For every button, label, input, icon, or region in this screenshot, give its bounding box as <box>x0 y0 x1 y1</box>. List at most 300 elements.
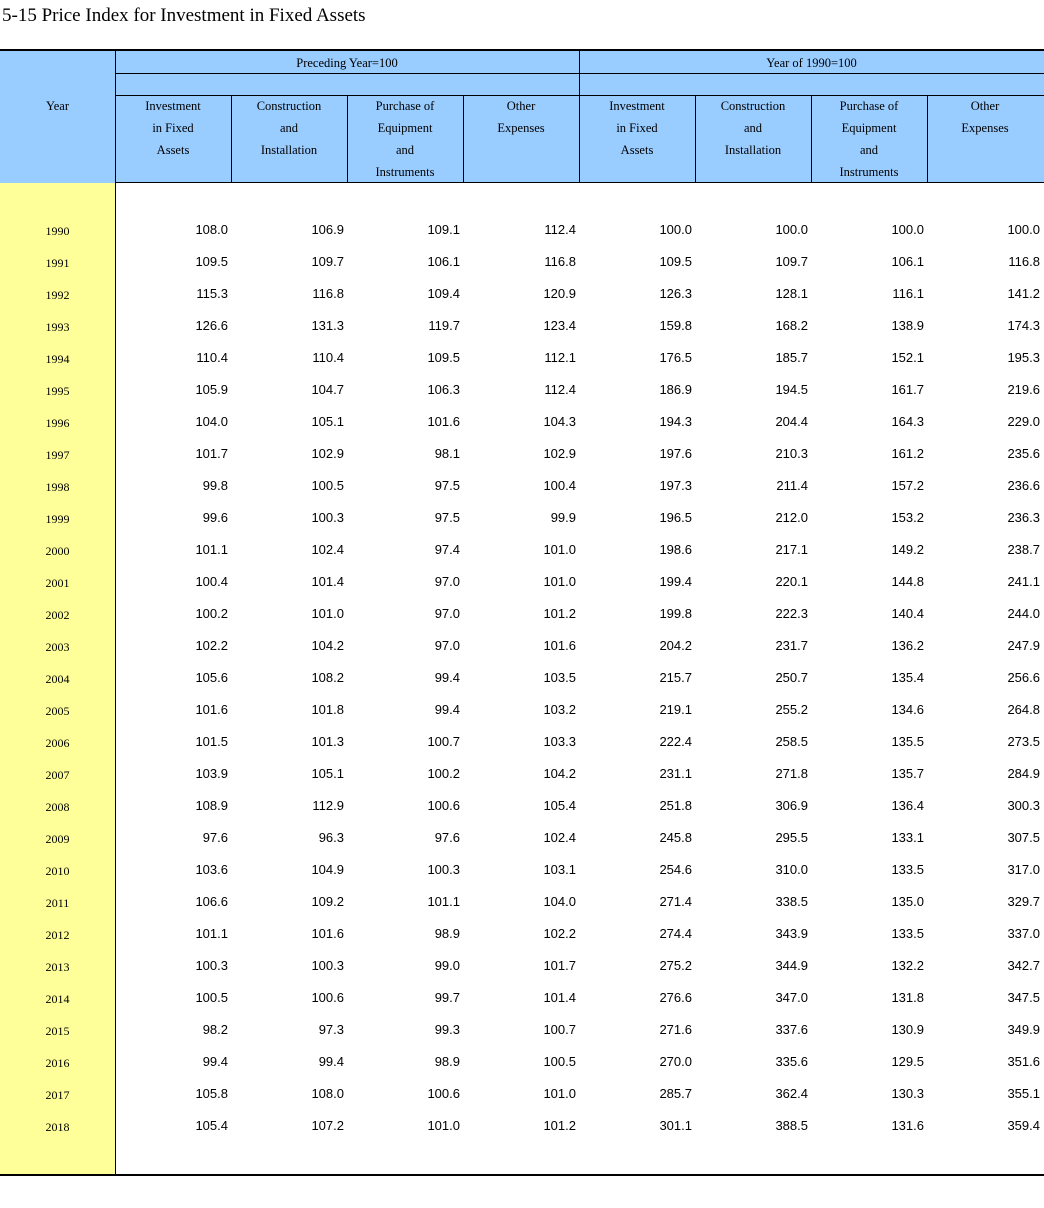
table-row <box>0 696 1044 728</box>
value-cell: 120.9 <box>543 286 576 301</box>
table-row <box>0 824 1044 856</box>
table-row <box>0 312 1044 344</box>
value-cell: 100.0 <box>659 222 692 237</box>
value-cell: 217.1 <box>775 542 808 557</box>
table-row <box>0 472 1044 504</box>
value-cell: 149.2 <box>891 542 924 557</box>
value-cell: 126.3 <box>659 286 692 301</box>
value-cell: 131.6 <box>891 1118 924 1133</box>
value-cell: 250.7 <box>775 670 808 685</box>
value-cell: 231.1 <box>659 766 692 781</box>
year-cell: 2000 <box>45 544 70 558</box>
year-cell: 2003 <box>45 640 70 654</box>
value-cell: 97.3 <box>318 1022 344 1037</box>
value-cell: 102.9 <box>543 446 576 461</box>
year-cell: 2001 <box>45 576 70 590</box>
column-header-line: Investment <box>145 99 201 113</box>
value-cell: 159.8 <box>659 318 692 333</box>
value-cell: 245.8 <box>659 830 692 845</box>
value-cell: 285.7 <box>659 1086 692 1101</box>
value-cell: 106.1 <box>427 254 460 269</box>
value-cell: 97.0 <box>434 574 460 589</box>
value-cell: 355.1 <box>1007 1086 1040 1101</box>
table-row <box>0 536 1044 568</box>
value-cell: 101.4 <box>543 990 576 1005</box>
value-cell: 101.0 <box>543 542 576 557</box>
value-cell: 97.0 <box>434 606 460 621</box>
value-cell: 329.7 <box>1007 894 1040 909</box>
year-cell: 2011 <box>45 896 70 910</box>
value-cell: 132.2 <box>891 958 924 973</box>
column-header-line: Instruments <box>375 165 435 179</box>
column-header-line: Purchase of <box>839 99 899 113</box>
year-cell: 2002 <box>45 608 70 622</box>
year-cell: 2014 <box>45 992 70 1006</box>
value-cell: 105.4 <box>543 798 576 813</box>
value-cell: 130.9 <box>891 1022 924 1037</box>
value-cell: 271.8 <box>775 766 808 781</box>
value-cell: 211.4 <box>776 478 808 493</box>
column-header <box>811 95 927 183</box>
value-cell: 104.7 <box>311 382 344 397</box>
column-header-line: and <box>859 143 879 157</box>
value-cell: 210.3 <box>775 446 808 461</box>
value-cell: 219.6 <box>1007 382 1040 397</box>
column-header-line: Expenses <box>497 121 545 135</box>
value-cell: 101.1 <box>195 926 228 941</box>
year-cell: 1993 <box>45 320 70 334</box>
value-cell: 222.4 <box>659 734 692 749</box>
value-cell: 108.0 <box>195 222 228 237</box>
value-cell: 129.5 <box>891 1054 924 1069</box>
value-cell: 99.3 <box>434 1022 460 1037</box>
value-cell: 98.9 <box>434 926 460 941</box>
value-cell: 102.4 <box>543 830 576 845</box>
value-cell: 161.7 <box>891 382 924 397</box>
value-cell: 186.9 <box>659 382 692 397</box>
value-cell: 100.0 <box>775 222 808 237</box>
value-cell: 258.5 <box>775 734 808 749</box>
value-cell: 194.3 <box>659 414 692 429</box>
value-cell: 101.6 <box>427 414 460 429</box>
value-cell: 97.5 <box>434 478 460 493</box>
page-title: 5-15 Price Index for Investment in Fixed Assets <box>2 5 366 26</box>
value-cell: 359.4 <box>1007 1118 1040 1133</box>
table-row <box>0 728 1044 760</box>
column-header-line: Expenses <box>961 121 1009 135</box>
value-cell: 194.5 <box>775 382 808 397</box>
value-cell: 108.2 <box>311 670 344 685</box>
value-cell: 103.9 <box>195 766 228 781</box>
value-cell: 102.2 <box>195 638 228 653</box>
value-cell: 105.1 <box>311 766 344 781</box>
value-cell: 105.1 <box>311 414 344 429</box>
table-row <box>0 408 1044 440</box>
value-cell: 271.4 <box>659 894 692 909</box>
value-cell: 295.5 <box>775 830 808 845</box>
table-row <box>0 1048 1044 1080</box>
value-cell: 284.9 <box>1007 766 1040 781</box>
value-cell: 131.8 <box>891 990 924 1005</box>
value-cell: 144.8 <box>891 574 924 589</box>
value-cell: 100.4 <box>543 478 576 493</box>
value-cell: 101.8 <box>311 702 344 717</box>
value-cell: 102.9 <box>311 446 344 461</box>
year-cell: 2004 <box>45 672 70 686</box>
value-cell: 106.1 <box>891 254 924 269</box>
column-header-line: Construction <box>720 99 786 113</box>
value-cell: 101.1 <box>195 542 228 557</box>
value-cell: 101.6 <box>311 926 344 941</box>
value-cell: 100.2 <box>427 766 460 781</box>
value-cell: 100.6 <box>311 990 344 1005</box>
value-cell: 106.9 <box>311 222 344 237</box>
table-row <box>0 568 1044 600</box>
value-cell: 196.5 <box>659 510 692 525</box>
value-cell: 362.4 <box>775 1086 808 1101</box>
value-cell: 251.8 <box>659 798 692 813</box>
value-cell: 109.7 <box>311 254 344 269</box>
value-cell: 220.1 <box>775 574 808 589</box>
value-cell: 307.5 <box>1007 830 1040 845</box>
value-cell: 104.3 <box>543 414 576 429</box>
value-cell: 140.4 <box>891 606 924 621</box>
value-cell: 101.5 <box>195 734 228 749</box>
table-row <box>0 888 1044 920</box>
value-cell: 197.3 <box>659 478 692 493</box>
year-cell: 2016 <box>45 1056 70 1070</box>
year-cell: 2005 <box>45 704 70 718</box>
column-header-line: Investment <box>609 99 665 113</box>
value-cell: 241.1 <box>1007 574 1040 589</box>
value-cell: 276.6 <box>659 990 692 1005</box>
value-cell: 131.3 <box>311 318 344 333</box>
value-cell: 103.3 <box>543 734 576 749</box>
year-cell: 1998 <box>45 480 70 494</box>
value-cell: 116.8 <box>1008 254 1040 269</box>
year-cell: 1997 <box>45 448 70 462</box>
year-cell: 2015 <box>45 1024 70 1038</box>
column-header <box>231 95 347 161</box>
value-cell: 247.9 <box>1007 638 1040 653</box>
year-cell: 1994 <box>45 352 70 366</box>
value-cell: 101.2 <box>543 606 576 621</box>
value-cell: 100.6 <box>427 1086 460 1101</box>
table-row <box>0 1112 1044 1144</box>
value-cell: 100.0 <box>891 222 924 237</box>
column-header <box>347 95 463 183</box>
value-cell: 105.9 <box>195 382 228 397</box>
value-cell: 195.3 <box>1007 350 1040 365</box>
value-cell: 128.1 <box>775 286 808 301</box>
column-header <box>115 95 231 161</box>
value-cell: 100.3 <box>195 958 228 973</box>
value-cell: 338.5 <box>775 894 808 909</box>
value-cell: 236.3 <box>1007 510 1040 525</box>
table-row <box>0 984 1044 1016</box>
value-cell: 264.8 <box>1007 702 1040 717</box>
value-cell: 100.3 <box>427 862 460 877</box>
year-cell: 2017 <box>45 1088 70 1102</box>
column-header-line: Other <box>506 99 536 113</box>
value-cell: 141.2 <box>1007 286 1040 301</box>
value-cell: 229.0 <box>1007 414 1040 429</box>
value-cell: 103.1 <box>543 862 576 877</box>
column-header-line: in Fixed <box>152 121 194 135</box>
column-header <box>579 95 695 161</box>
column-header-line: Equipment <box>377 121 433 135</box>
value-cell: 256.6 <box>1007 670 1040 685</box>
table-row <box>0 760 1044 792</box>
column-header-line: Assets <box>620 143 654 157</box>
value-cell: 101.0 <box>427 1118 460 1133</box>
value-cell: 105.8 <box>195 1086 228 1101</box>
value-cell: 109.5 <box>427 350 460 365</box>
value-cell: 185.7 <box>775 350 808 365</box>
value-cell: 317.0 <box>1007 862 1040 877</box>
value-cell: 103.2 <box>543 702 576 717</box>
value-cell: 105.6 <box>195 670 228 685</box>
value-cell: 271.6 <box>659 1022 692 1037</box>
value-cell: 212.0 <box>775 510 808 525</box>
value-cell: 273.5 <box>1007 734 1040 749</box>
column-header-line: Other <box>970 99 1000 113</box>
value-cell: 123.4 <box>543 318 576 333</box>
value-cell: 135.4 <box>891 670 924 685</box>
value-cell: 215.7 <box>659 670 692 685</box>
value-cell: 100.5 <box>311 478 344 493</box>
value-cell: 133.5 <box>891 862 924 877</box>
value-cell: 109.1 <box>427 222 460 237</box>
value-cell: 306.9 <box>775 798 808 813</box>
year-header: Year <box>45 99 70 113</box>
value-cell: 101.0 <box>311 606 344 621</box>
value-cell: 112.4 <box>544 222 576 237</box>
value-cell: 270.0 <box>659 1054 692 1069</box>
column-header <box>927 95 1043 139</box>
value-cell: 275.2 <box>659 958 692 973</box>
year-cell: 2018 <box>45 1120 70 1134</box>
value-cell: 310.0 <box>775 862 808 877</box>
value-cell: 99.7 <box>434 990 460 1005</box>
value-cell: 130.3 <box>891 1086 924 1101</box>
value-cell: 342.7 <box>1007 958 1040 973</box>
value-cell: 164.3 <box>891 414 924 429</box>
value-cell: 222.3 <box>775 606 808 621</box>
year-cell: 1995 <box>45 384 70 398</box>
value-cell: 106.6 <box>195 894 228 909</box>
column-header-line: Equipment <box>841 121 897 135</box>
value-cell: 99.8 <box>202 478 228 493</box>
value-cell: 101.0 <box>543 574 576 589</box>
value-cell: 101.4 <box>311 574 344 589</box>
value-cell: 274.4 <box>659 926 692 941</box>
value-cell: 102.4 <box>311 542 344 557</box>
table-row <box>0 856 1044 888</box>
table-row <box>0 1080 1044 1112</box>
value-cell: 103.5 <box>543 670 576 685</box>
column-header-line: Construction <box>256 99 322 113</box>
value-cell: 99.4 <box>434 702 460 717</box>
column-header-line: Installation <box>260 143 318 157</box>
value-cell: 119.7 <box>428 318 460 333</box>
value-cell: 100.4 <box>195 574 228 589</box>
value-cell: 138.9 <box>891 318 924 333</box>
value-cell: 97.0 <box>434 638 460 653</box>
value-cell: 136.4 <box>891 798 924 813</box>
value-cell: 109.5 <box>659 254 692 269</box>
column-header-line: Purchase of <box>375 99 435 113</box>
table-row <box>0 664 1044 696</box>
value-cell: 105.4 <box>195 1118 228 1133</box>
value-cell: 115.3 <box>196 286 228 301</box>
value-cell: 349.9 <box>1007 1022 1040 1037</box>
value-cell: 219.1 <box>659 702 692 717</box>
value-cell: 108.0 <box>311 1086 344 1101</box>
value-cell: 100.7 <box>427 734 460 749</box>
value-cell: 300.3 <box>1007 798 1040 813</box>
table-row <box>0 280 1044 312</box>
value-cell: 255.2 <box>775 702 808 717</box>
value-cell: 101.2 <box>543 1118 576 1133</box>
value-cell: 96.3 <box>318 830 344 845</box>
value-cell: 99.9 <box>550 510 576 525</box>
table-row <box>0 440 1044 472</box>
value-cell: 176.5 <box>659 350 692 365</box>
value-cell: 231.7 <box>775 638 808 653</box>
value-cell: 174.3 <box>1007 318 1040 333</box>
value-cell: 197.6 <box>659 446 692 461</box>
value-cell: 244.0 <box>1007 606 1040 621</box>
table-row <box>0 504 1044 536</box>
column-header <box>695 95 811 161</box>
table-row <box>0 792 1044 824</box>
value-cell: 101.3 <box>311 734 344 749</box>
value-cell: 104.9 <box>311 862 344 877</box>
table-row <box>0 600 1044 632</box>
group-header-year-1990: Year of 1990=100 <box>766 56 857 70</box>
value-cell: 344.9 <box>775 958 808 973</box>
value-cell: 103.6 <box>195 862 228 877</box>
value-cell: 337.6 <box>775 1022 808 1037</box>
value-cell: 116.8 <box>312 286 344 301</box>
value-cell: 100.0 <box>1007 222 1040 237</box>
value-cell: 199.8 <box>659 606 692 621</box>
value-cell: 110.4 <box>196 350 228 365</box>
value-cell: 108.9 <box>195 798 228 813</box>
year-cell: 2010 <box>45 864 70 878</box>
value-cell: 99.0 <box>434 958 460 973</box>
value-cell: 168.2 <box>775 318 808 333</box>
value-cell: 97.4 <box>434 542 460 557</box>
column-header <box>463 95 579 139</box>
year-cell: 2012 <box>45 928 70 942</box>
value-cell: 97.5 <box>434 510 460 525</box>
value-cell: 109.5 <box>195 254 228 269</box>
value-cell: 104.0 <box>543 894 576 909</box>
column-header-line: and <box>743 121 763 135</box>
year-cell: 1991 <box>45 256 70 270</box>
value-cell: 254.6 <box>659 862 692 877</box>
value-cell: 112.9 <box>312 798 344 813</box>
value-cell: 99.4 <box>202 1054 228 1069</box>
value-cell: 100.3 <box>311 958 344 973</box>
value-cell: 116.8 <box>544 254 576 269</box>
value-cell: 98.2 <box>202 1022 228 1037</box>
value-cell: 153.2 <box>891 510 924 525</box>
value-cell: 136.2 <box>891 638 924 653</box>
value-cell: 100.5 <box>195 990 228 1005</box>
value-cell: 351.6 <box>1007 1054 1040 1069</box>
value-cell: 101.7 <box>195 446 228 461</box>
column-header-line: Assets <box>156 143 190 157</box>
value-cell: 109.7 <box>775 254 808 269</box>
value-cell: 135.0 <box>891 894 924 909</box>
value-cell: 99.4 <box>434 670 460 685</box>
value-cell: 112.4 <box>544 382 576 397</box>
year-cell: 2007 <box>45 768 70 782</box>
value-cell: 204.2 <box>659 638 692 653</box>
table-row <box>0 216 1044 248</box>
table-bottom-border <box>0 1174 1044 1176</box>
value-cell: 109.2 <box>311 894 344 909</box>
value-cell: 133.1 <box>891 830 924 845</box>
value-cell: 116.1 <box>892 286 924 301</box>
value-cell: 101.0 <box>543 1086 576 1101</box>
year-cell: 1999 <box>45 512 70 526</box>
column-header-line: Installation <box>724 143 782 157</box>
value-cell: 104.0 <box>195 414 228 429</box>
table-row <box>0 952 1044 984</box>
value-cell: 100.5 <box>543 1054 576 1069</box>
year-cell: 1996 <box>45 416 70 430</box>
table-row <box>0 248 1044 280</box>
value-cell: 101.6 <box>543 638 576 653</box>
value-cell: 135.7 <box>891 766 924 781</box>
table-row <box>0 632 1044 664</box>
table-row <box>0 376 1044 408</box>
value-cell: 100.6 <box>427 798 460 813</box>
value-cell: 99.6 <box>202 510 228 525</box>
value-cell: 152.1 <box>891 350 924 365</box>
value-cell: 110.4 <box>312 350 344 365</box>
value-cell: 104.2 <box>311 638 344 653</box>
column-header-line: and <box>279 121 299 135</box>
value-cell: 157.2 <box>891 478 924 493</box>
value-cell: 204.4 <box>775 414 808 429</box>
value-cell: 100.2 <box>195 606 228 621</box>
value-cell: 100.3 <box>311 510 344 525</box>
year-cell: 2013 <box>45 960 70 974</box>
year-cell: 1990 <box>45 224 70 238</box>
value-cell: 347.5 <box>1007 990 1040 1005</box>
value-cell: 134.6 <box>891 702 924 717</box>
value-cell: 98.9 <box>434 1054 460 1069</box>
value-cell: 97.6 <box>434 830 460 845</box>
value-cell: 101.1 <box>427 894 460 909</box>
value-cell: 301.1 <box>659 1118 692 1133</box>
value-cell: 101.6 <box>195 702 228 717</box>
value-cell: 388.5 <box>775 1118 808 1133</box>
value-cell: 235.6 <box>1007 446 1040 461</box>
column-header-line: in Fixed <box>616 121 658 135</box>
value-cell: 107.2 <box>311 1118 344 1133</box>
table-row <box>0 1016 1044 1048</box>
value-cell: 135.5 <box>891 734 924 749</box>
table-row <box>0 344 1044 376</box>
table-row <box>0 920 1044 952</box>
value-cell: 236.6 <box>1007 478 1040 493</box>
